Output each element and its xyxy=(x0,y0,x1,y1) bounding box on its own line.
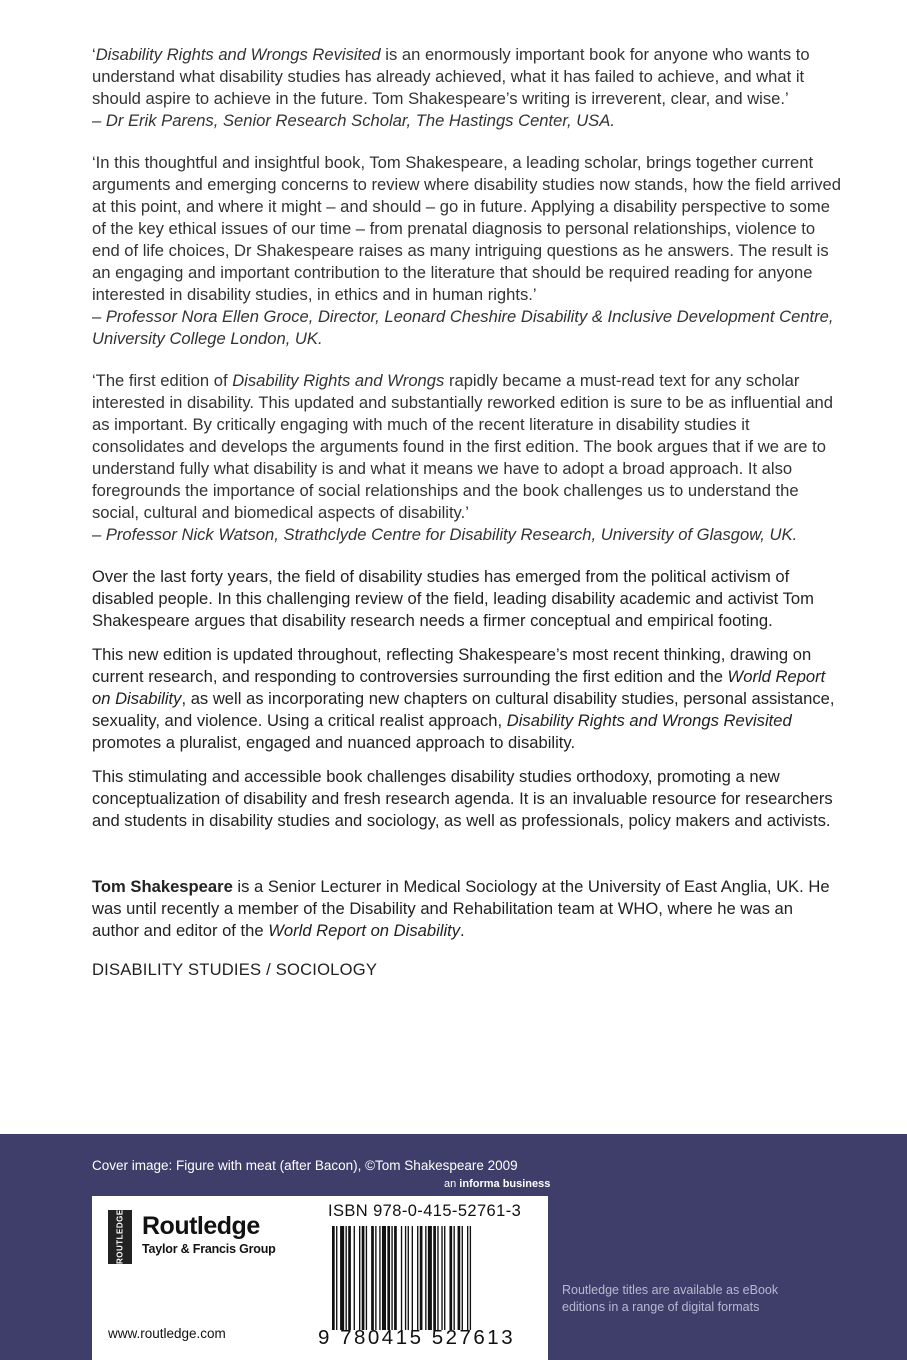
publisher-box xyxy=(92,1196,548,1360)
informa-brand: informa business xyxy=(456,1178,551,1190)
endorsement-quote xyxy=(92,152,842,350)
text-run: promotes a pluralist, engaged and nuanced approach to disability. xyxy=(92,733,576,752)
text-run: Over the last forty years, the field of disability studies has emerged from the political activism of disabled people. In this challenging review of the field, leading disability academic and activist Tom Shakespeare argues that disability research needs a firmer conceptual and empirical footing. xyxy=(92,567,814,630)
barcode-bar xyxy=(428,1226,432,1330)
barcode-bar xyxy=(401,1226,402,1330)
barcode-bar xyxy=(340,1226,344,1330)
text-run: , as well as incorporating new chapters on cultural disability studies, personal assistance, sexuality, and violence. Using a critical realist approach, xyxy=(92,689,835,730)
quote-text xyxy=(92,44,842,110)
barcode-bar xyxy=(362,1226,365,1330)
quote-text xyxy=(92,152,842,306)
barcode-bar xyxy=(336,1226,337,1330)
italic-title: Disability Rights and Wrongs Revisited xyxy=(95,45,381,64)
endorsements xyxy=(92,44,842,546)
publisher-group: Taylor & Francis Group xyxy=(142,1242,276,1256)
text-run: rapidly became a must-read text for any scholar interested in disability. This updated and substantially reworked edition is sure to be as influential and as important. By critically engaging with much of the recent literature in disability studies it consolidates and develops the arguments found in the first edition. The book argues that if we are to understand fully what disability is and what it means we have to adopt a broad approach. It also foregrounds the importance of social relationships and the book challenges us to understand the social, cultural and biomedical aspects of disability.’ xyxy=(92,371,834,522)
barcode-bar xyxy=(391,1226,392,1330)
subject-category: DISABILITY STUDIES / SOCIOLOGY xyxy=(92,960,378,979)
italic-title: World Report on Disability xyxy=(268,921,461,940)
barcode-bar xyxy=(420,1226,423,1330)
barcode-bar xyxy=(354,1226,355,1330)
barcode-bar xyxy=(462,1226,463,1330)
author-name: Tom Shakespeare xyxy=(92,877,233,896)
text-run: ‘ xyxy=(92,45,96,64)
text-run: ‘The first edition of xyxy=(92,371,233,390)
barcode-bar xyxy=(444,1226,445,1330)
barcode-bar xyxy=(394,1226,397,1330)
author-bio xyxy=(92,876,842,942)
quote-text xyxy=(92,370,842,524)
barcode-bar xyxy=(425,1226,426,1330)
ebook-note: Routledge titles are available as eBook editions in a range of digital formats xyxy=(562,1283,779,1314)
barcode-bar xyxy=(441,1226,442,1330)
quote-attribution: – Dr Erik Parens, Senior Research Scholar, The Hastings Center, USA. xyxy=(92,111,615,130)
barcode-bar xyxy=(359,1226,360,1330)
text-run: is a Senior Lecturer in Medical Sociology at the University of East Anglia, UK. He was until recently a member of the Disability and Rehabilitation team at WHO, where he was an author and editor of the xyxy=(92,877,830,940)
description-paragraph xyxy=(92,766,842,832)
barcode-bar xyxy=(412,1226,413,1330)
text-run: ‘In this thoughtful and insightful book, Tom Shakespeare, a leading scholar, brings together current arguments and emerging concerns to review where disability studies now stands, how the field arrived at this point, and where it might – and should – go in future. Applying a disability perspective to some of the key ethical issues of our time – from prenatal diagnosis to personal relationships, violence to end of life choices, Dr Shakespeare raises as many intriguing questions as he answers. The result is an engaging and important contribution to the literature that should be required reading for anyone interested in disability studies, in ethics and in human rights.’ xyxy=(92,153,841,304)
description-paragraph xyxy=(92,644,842,754)
barcode-bar xyxy=(408,1226,409,1330)
italic-title: Disability Rights and Wrongs Revisited xyxy=(506,711,792,730)
barcode-bar xyxy=(366,1226,367,1330)
barcode-bar xyxy=(454,1226,455,1330)
isbn-label: ISBN 978-0-415-52761-3 xyxy=(328,1202,522,1220)
barcode-bar xyxy=(332,1226,335,1330)
publisher-website[interactable]: www.routledge.com xyxy=(108,1326,226,1341)
back-cover-text xyxy=(92,44,842,981)
italic-title: World Report on Disability xyxy=(92,667,826,708)
text-run: . xyxy=(460,921,465,940)
barcode-bar xyxy=(467,1226,468,1330)
informa-label xyxy=(444,1178,550,1190)
barcode-bar xyxy=(437,1226,438,1330)
barcode-bar xyxy=(433,1226,436,1330)
cover-credit: Cover image: Figure with meat (after Bacon), ©Tom Shakespeare 2009 xyxy=(92,1158,518,1173)
author-bio-text xyxy=(92,876,842,942)
barcode-bar xyxy=(470,1226,471,1330)
barcode-bar xyxy=(387,1226,390,1330)
text-run: This new edition is updated throughout, reflecting Shakespeare’s most recent thinking, drawing on current research, and responding to controversies surrounding the first edition and the xyxy=(92,645,812,686)
barcode-bar xyxy=(371,1226,374,1330)
quote-attribution: – Professor Nora Ellen Groce, Director, Leonard Cheshire Disability & Inclusive Development Centre, University College London, UK. xyxy=(92,307,834,348)
barcode-bar xyxy=(346,1226,347,1330)
barcode-bar xyxy=(458,1226,461,1330)
informa-prefix: an xyxy=(444,1178,457,1190)
barcode-number: 9 780415 527613 xyxy=(318,1326,516,1349)
description-paragraph xyxy=(92,566,842,632)
barcode-bar xyxy=(379,1226,380,1330)
text-run: is an enormously important book for anyone who wants to understand what disability studies has already achieved, what it has failed to achieve, and what it should aspire to achieve in the future. Tom Shakespeare’s writing is irreverent, clear, and wise.’ xyxy=(92,45,810,108)
book-description xyxy=(92,566,842,832)
italic-title: Disability Rights and Wrongs xyxy=(232,371,445,390)
barcode-bar xyxy=(449,1226,452,1330)
routledge-logo-icon: ROUTLEDGE xyxy=(108,1210,132,1264)
endorsement-quote xyxy=(92,44,842,132)
endorsement-quote xyxy=(92,370,842,546)
barcode-bar xyxy=(417,1226,418,1330)
barcode-bar xyxy=(375,1226,376,1330)
barcode-bar xyxy=(405,1226,406,1330)
publisher-name: Routledge xyxy=(142,1212,260,1240)
quote-attribution: – Professor Nick Watson, Strathclyde Centre for Disability Research, University of Glasgow, UK. xyxy=(92,525,798,544)
barcode-icon xyxy=(332,1226,516,1330)
footer-band xyxy=(0,1134,907,1360)
barcode-bar xyxy=(382,1226,386,1330)
barcode-bar xyxy=(348,1226,351,1330)
text-run: This stimulating and accessible book challenges disability studies orthodoxy, promoting a new conceptualization of disability and fresh research agenda. It is an invaluable resource for researchers and students in disability studies and sociology, as well as professionals, policy makers and activists. xyxy=(92,767,833,830)
